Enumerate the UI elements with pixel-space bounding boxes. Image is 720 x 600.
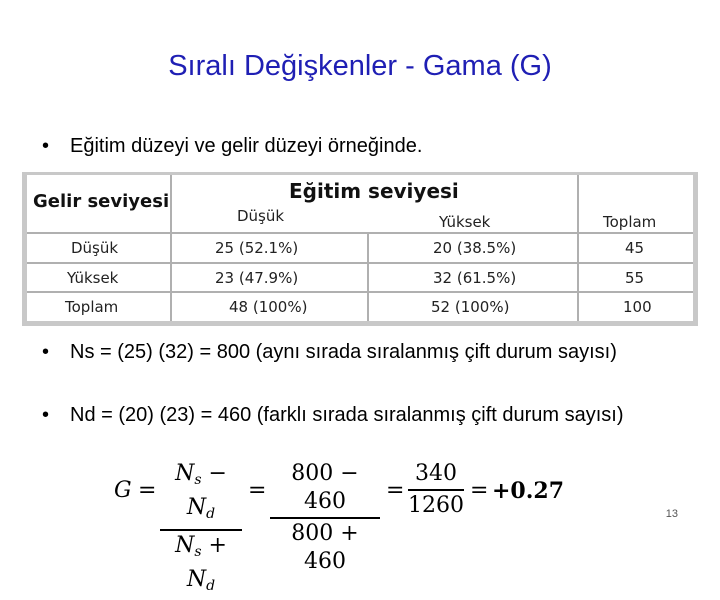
table-cell: 100 (623, 298, 652, 316)
page-number: 13 (665, 508, 678, 520)
table-cell: 48 (100%) (229, 298, 308, 316)
gamma-formula (110, 460, 580, 594)
fraction-bar (408, 489, 464, 491)
corner-header: Gelir seviyesi (33, 191, 170, 212)
fraction-bar (160, 529, 242, 531)
slide-title: Sıralı Değişkenler - Gama (G) (168, 50, 552, 82)
table-divider (27, 262, 693, 264)
crosstab-table-image (22, 172, 698, 326)
bullet-example (42, 134, 422, 158)
row-label: Toplam (65, 298, 119, 316)
formula-result: +0.27 (492, 478, 565, 504)
fraction-numeric (270, 460, 380, 576)
fraction-denominator: 1260 (408, 493, 464, 518)
fraction-reduced (408, 460, 464, 520)
fraction-denominator: 800 + 460 (291, 521, 359, 574)
formula-equals: = (138, 478, 157, 503)
col-header-low: Düşük (237, 207, 285, 225)
table-divider (170, 175, 172, 321)
table-cell: 25 (52.1%) (215, 239, 299, 257)
crosstab-table (27, 175, 693, 321)
table-divider (27, 232, 693, 234)
table-divider (367, 232, 369, 321)
fraction-numerator: $N_s - N_d$ (175, 461, 227, 522)
bullet-text: Nd = (20) (23) = 460 (farklı sırada sıralanmış çift durum sayısı) (70, 404, 624, 426)
bullet-ns (42, 340, 682, 364)
table-cell: 52 (100%) (431, 298, 510, 316)
table-cell: 55 (625, 269, 645, 287)
group-header: Eğitim seviyesi (289, 179, 459, 203)
table-cell: 23 (47.9%) (215, 269, 299, 287)
bullet-nd (42, 403, 682, 427)
fraction-symbolic (160, 460, 242, 600)
bullet-dot: • (42, 404, 50, 426)
formula-lhs: G (114, 478, 132, 503)
fraction-bar (270, 517, 380, 519)
col-header-total: Toplam (603, 213, 657, 231)
table-cell: 45 (625, 239, 645, 257)
fraction-numerator: 800 − 460 (291, 461, 359, 514)
fraction-denominator: $N_s + N_d$ (175, 533, 227, 594)
bullet-dot: • (42, 341, 50, 363)
formula-equals: = (386, 478, 405, 503)
table-cell: 32 (61.5%) (433, 269, 517, 287)
col-header-high: Yüksek (439, 213, 491, 231)
bullet-text: Eğitim düzeyi ve gelir düzeyi örneğinde. (70, 135, 423, 157)
fraction-numerator: 340 (415, 461, 457, 486)
bullet-dot: • (42, 135, 50, 157)
table-divider (27, 291, 693, 293)
table-divider (577, 175, 579, 321)
row-label: Düşük (71, 239, 119, 257)
row-label: Yüksek (67, 269, 119, 287)
bullet-text: Ns = (25) (32) = 800 (aynı sırada sıralanmış çift durum sayısı) (70, 341, 617, 363)
formula-equals: = (470, 478, 489, 503)
formula-equals: = (248, 478, 267, 503)
table-cell: 20 (38.5%) (433, 239, 517, 257)
